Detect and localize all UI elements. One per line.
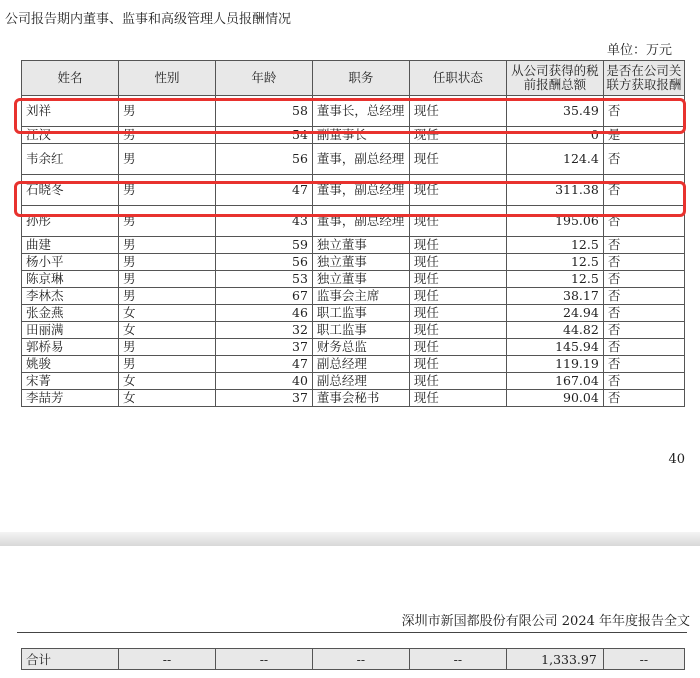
table-row bbox=[22, 288, 685, 305]
cell-position: 副总经理 bbox=[312, 373, 409, 390]
header-divider bbox=[17, 632, 687, 633]
compensation-table bbox=[21, 60, 685, 407]
total-table bbox=[21, 648, 685, 670]
cell-age: 59 bbox=[215, 237, 312, 254]
table-row bbox=[22, 373, 685, 390]
cell-age: 67 bbox=[215, 288, 312, 305]
cell-status: 现任 bbox=[409, 237, 506, 254]
cell-name: 陈京琳 bbox=[22, 271, 119, 288]
cell-status: 现任 bbox=[409, 373, 506, 390]
cell-sex: 男 bbox=[118, 356, 215, 373]
cell-age: 56 bbox=[215, 254, 312, 271]
cell-age: 56 bbox=[215, 144, 312, 175]
cell-status: 现任 bbox=[409, 206, 506, 237]
cell-related: 否 bbox=[603, 271, 684, 288]
total-dash: -- bbox=[118, 649, 215, 670]
table-row bbox=[22, 96, 685, 127]
cell-status: 现任 bbox=[409, 356, 506, 373]
cell-status: 现任 bbox=[409, 127, 506, 144]
cell-pay: 145.94 bbox=[506, 339, 603, 356]
cell-pay: 24.94 bbox=[506, 305, 603, 322]
cell-position: 独立董事 bbox=[312, 237, 409, 254]
table-row bbox=[22, 339, 685, 356]
cell-pay: 35.49 bbox=[506, 96, 603, 127]
cell-name: 田丽满 bbox=[22, 322, 119, 339]
cell-pay: 124.4 bbox=[506, 144, 603, 175]
cell-status: 现任 bbox=[409, 271, 506, 288]
cell-pay: 0 bbox=[506, 127, 603, 144]
cell-age: 47 bbox=[215, 175, 312, 206]
total-pay: 1,333.97 bbox=[506, 649, 603, 670]
cell-name: 曲建 bbox=[22, 237, 119, 254]
table-row bbox=[22, 322, 685, 339]
cell-position: 职工监事 bbox=[312, 322, 409, 339]
cell-name: 张金燕 bbox=[22, 305, 119, 322]
cell-position: 董事，副总经理 bbox=[312, 175, 409, 206]
cell-related: 否 bbox=[603, 390, 684, 407]
cell-sex: 男 bbox=[118, 288, 215, 305]
total-label: 合计 bbox=[22, 649, 119, 670]
cell-status: 现任 bbox=[409, 322, 506, 339]
table-row bbox=[22, 356, 685, 373]
header-status: 任职状态 bbox=[409, 61, 506, 96]
cell-position: 独立董事 bbox=[312, 271, 409, 288]
table-header-row bbox=[22, 61, 685, 96]
cell-sex: 男 bbox=[118, 175, 215, 206]
cell-pay: 12.5 bbox=[506, 254, 603, 271]
cell-age: 32 bbox=[215, 322, 312, 339]
cell-name: 石晓冬 bbox=[22, 175, 119, 206]
cell-status: 现任 bbox=[409, 390, 506, 407]
cell-sex: 男 bbox=[118, 237, 215, 254]
cell-status: 现任 bbox=[409, 305, 506, 322]
header-name: 姓名 bbox=[22, 61, 119, 96]
cell-sex: 男 bbox=[118, 254, 215, 271]
cell-age: 46 bbox=[215, 305, 312, 322]
unit-label: 单位：万元 bbox=[606, 43, 672, 58]
cell-age: 43 bbox=[215, 206, 312, 237]
cell-pay: 38.17 bbox=[506, 288, 603, 305]
cell-status: 现任 bbox=[409, 254, 506, 271]
cell-pay: 90.04 bbox=[506, 390, 603, 407]
cell-age: 37 bbox=[215, 390, 312, 407]
cell-related: 否 bbox=[603, 254, 684, 271]
cell-sex: 男 bbox=[118, 206, 215, 237]
cell-name: 韦余红 bbox=[22, 144, 119, 175]
cell-pay: 12.5 bbox=[506, 271, 603, 288]
cell-related: 否 bbox=[603, 356, 684, 373]
cell-related: 否 bbox=[603, 96, 684, 127]
total-dash: -- bbox=[312, 649, 409, 670]
cell-pay: 44.82 bbox=[506, 322, 603, 339]
table-row bbox=[22, 271, 685, 288]
cell-sex: 女 bbox=[118, 373, 215, 390]
cell-pay: 311.38 bbox=[506, 175, 603, 206]
cell-age: 40 bbox=[215, 373, 312, 390]
cell-sex: 男 bbox=[118, 127, 215, 144]
cell-sex: 男 bbox=[118, 144, 215, 175]
cell-sex: 女 bbox=[118, 322, 215, 339]
cell-name: 李喆芳 bbox=[22, 390, 119, 407]
table-row bbox=[22, 390, 685, 407]
cell-name: 杨小平 bbox=[22, 254, 119, 271]
table-row bbox=[22, 254, 685, 271]
table-row bbox=[22, 305, 685, 322]
cell-position: 副总经理 bbox=[312, 356, 409, 373]
cell-age: 54 bbox=[215, 127, 312, 144]
cell-status: 现任 bbox=[409, 339, 506, 356]
total-dash: -- bbox=[409, 649, 506, 670]
header-related: 是否在公司关联方获取报酬 bbox=[603, 61, 684, 96]
cell-age: 47 bbox=[215, 356, 312, 373]
table-row bbox=[22, 175, 685, 206]
cell-status: 现任 bbox=[409, 175, 506, 206]
cell-position: 副董事长 bbox=[312, 127, 409, 144]
total-dash: -- bbox=[603, 649, 684, 670]
cell-pay: 119.19 bbox=[506, 356, 603, 373]
cell-status: 现任 bbox=[409, 96, 506, 127]
cell-related: 否 bbox=[603, 144, 684, 175]
cell-sex: 男 bbox=[118, 271, 215, 288]
cell-position: 独立董事 bbox=[312, 254, 409, 271]
cell-position: 董事，副总经理 bbox=[312, 144, 409, 175]
cell-name: 江汉 bbox=[22, 127, 119, 144]
header-pay: 从公司获得的税前报酬总额 bbox=[506, 61, 603, 96]
total-row bbox=[22, 649, 685, 670]
cell-sex: 男 bbox=[118, 96, 215, 127]
cell-position: 董事会秘书 bbox=[312, 390, 409, 407]
page-break bbox=[0, 532, 700, 546]
cell-related: 否 bbox=[603, 322, 684, 339]
cell-name: 姚骏 bbox=[22, 356, 119, 373]
cell-related: 是 bbox=[603, 127, 684, 144]
header-sex: 性别 bbox=[118, 61, 215, 96]
cell-name: 宋菁 bbox=[22, 373, 119, 390]
cell-related: 否 bbox=[603, 175, 684, 206]
cell-position: 财务总监 bbox=[312, 339, 409, 356]
table-row bbox=[22, 237, 685, 254]
cell-pay: 195.06 bbox=[506, 206, 603, 237]
cell-position: 董事，副总经理 bbox=[312, 206, 409, 237]
cell-position: 董事长，总经理 bbox=[312, 96, 409, 127]
cell-sex: 女 bbox=[118, 390, 215, 407]
cell-related: 否 bbox=[603, 288, 684, 305]
cell-position: 监事会主席 bbox=[312, 288, 409, 305]
report-title: 深圳市新国都股份有限公司 2024 年年度报告全文 bbox=[401, 614, 690, 629]
cell-pay: 12.5 bbox=[506, 237, 603, 254]
table-row bbox=[22, 144, 685, 175]
header-age: 年龄 bbox=[215, 61, 312, 96]
cell-age: 53 bbox=[215, 271, 312, 288]
total-dash: -- bbox=[215, 649, 312, 670]
cell-name: 郭桥易 bbox=[22, 339, 119, 356]
page-number: 40 bbox=[668, 452, 685, 467]
cell-status: 现任 bbox=[409, 288, 506, 305]
table-row bbox=[22, 206, 685, 237]
cell-name: 刘祥 bbox=[22, 96, 119, 127]
section-title: 公司报告期内董事、监事和高级管理人员报酬情况 bbox=[5, 12, 292, 27]
cell-age: 37 bbox=[215, 339, 312, 356]
cell-position: 职工监事 bbox=[312, 305, 409, 322]
cell-sex: 男 bbox=[118, 339, 215, 356]
cell-related: 否 bbox=[603, 373, 684, 390]
cell-pay: 167.04 bbox=[506, 373, 603, 390]
cell-name: 李林杰 bbox=[22, 288, 119, 305]
cell-related: 否 bbox=[603, 305, 684, 322]
header-position: 职务 bbox=[312, 61, 409, 96]
cell-name: 孙彤 bbox=[22, 206, 119, 237]
cell-related: 否 bbox=[603, 237, 684, 254]
cell-status: 现任 bbox=[409, 144, 506, 175]
cell-age: 58 bbox=[215, 96, 312, 127]
cell-related: 否 bbox=[603, 339, 684, 356]
cell-related: 否 bbox=[603, 206, 684, 237]
table-row bbox=[22, 127, 685, 144]
cell-sex: 女 bbox=[118, 305, 215, 322]
